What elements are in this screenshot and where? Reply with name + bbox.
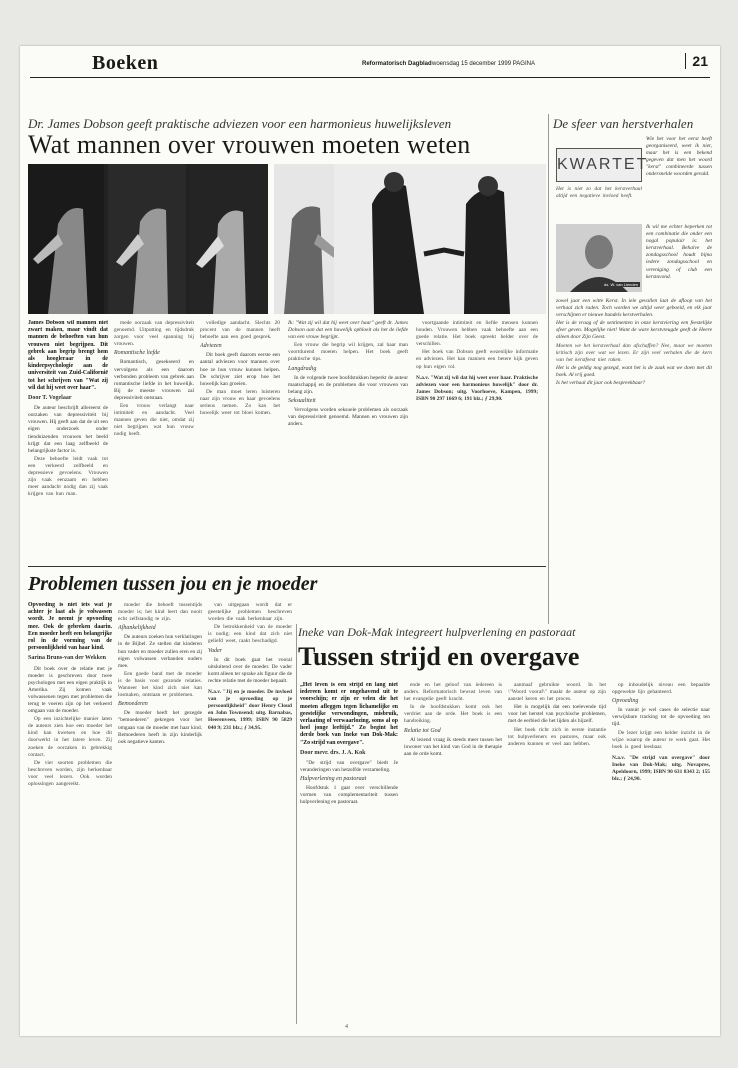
sidebar-body2: Ik wil me echter beperken tot een combinatie die onder een nogal populair is: het kerstverhaal. Behalve de zondagsschool houdt bijna iedere zondagsschool en vereniging of club een kerstavond.: [646, 224, 712, 280]
article2-body2: De auteurs zoeken hun verklaringen in de Bijbel. Ze stellen dat kinderen hun vader en moeder zullen eren en zij eigen volwassen verbanden ouders mee.: [118, 634, 202, 669]
article1-title: Wat mannen over vrouwen moeten weten: [28, 130, 471, 159]
masthead: [30, 52, 710, 78]
article1-body2: Romantisch, gesekseerd en vervolgens als een daarom verbonden probleem van gebrek aan romantische liefde in het huwelijk. Bij de meeste vrouwen zal depressiviteit ontstaan.: [114, 359, 194, 401]
paper-name: Reformatorisch Dagblad: [362, 61, 432, 67]
article2-sub2: Bemoederen: [118, 701, 148, 708]
article2-intro: Opvoeding is niet iets wat je achter je laat als je volwassen wordt. Je neemt je opvoeding mee. Ook de gebreken daarin. Een moeder heeft een belangrijke rol in de vorming van de persoonlijkheid van haar kind.: [28, 602, 112, 652]
article2-byline: Sarina Bruns-van der Wekken: [28, 655, 106, 662]
article3-body1: "De strijd van overgave" biedt Je veranderingen van hetzelfde verzameling.: [300, 759, 398, 774]
article3-credit: N.a.v. "De strijd van overgave" door Ineke van Dok-Mak; uitg. Novapres, Apeldoorn, 1999; ISBN 90 631 8343 2; 155 blz.; ƒ 24,90.: [612, 754, 710, 783]
article2-sub1: Afhankelijkheid: [118, 625, 156, 632]
article1-credit: N.a.v. "Wat zij wil dat hij weet over haar. Praktische adviezen voor een harmonieus huwelijk" door dr. James Dobson; uitg. Voorhoeve, Kampen, 1999; ISBN 90 297 1669 6; 191 blz.; ƒ 29,90.: [416, 374, 538, 402]
sidebar-closing: Is het verhaal dit jaar ook bespreekbaar?: [556, 380, 646, 387]
article2-col1: Opvoeding is niet iets wat je achter je laat als je volwassen wordt. Je neemt je opvoeding mee. Ook de gebreken daarin. Een moeder heeft een belangrijke rol in de vorming van de persoonlijkheid van haar kind. Sarina Bruns-van der Wekken Dit boek over de relatie met je moeder is geschreven door twee psychologen met een eigen praktijk in Amerika. Zij komen vaak volwassenen tegen met problemen die terug te voeren zijn op het verkeerd omgaan van de moeder. Op een inzichtelijke manier laten de auteurs zien hoe een moeder het kind kan kwetsen en hoe dit doorwerkt in het latere leven. Zij zoeken de oorzaken in gebrekkig contact. De vier soorten problemen die beschreven worden, zijn herkenbaar voor veel lezers. Ook worden oplossingen aangereikt.: [28, 602, 112, 788]
article1-photo-left: [28, 164, 268, 314]
article1-body1: De auteur beschrijft allereerst de oorzaken van depressiviteit bij vrouwen. Hij geeft aan dat de uit een eigen onderzoek onder tienduizenden vrouwen het beeld krijgt dat een laag zelfbeeld de belangrijkste factor is.: [28, 405, 108, 454]
article3-col2: ende en het geloof van iedereen is anders. Reformatorisch bewust leven van het evangelie geeft kracht. In de hoofdstukken komt ook het verdriet aan de orde. Het boek is een handreiking. Relatie tot God Al lezend vraag ik steeds meer tussen het inwoner van het kind van God in de therapie aan de orde komt.: [404, 682, 502, 757]
article3-body4: Het is mogelijk dat een toelevende tijd voor het herstel van psychische problemen, met de eerbied die het lijden als hijzelf.: [508, 704, 606, 725]
article1-col1: James Dobson wil mannen niet zwart maken, maar vindt dat mannen de behoeften van hun vrouwen niet begrijpen. Dit gebrek aan begrip brengt hem als hoogleraar in de kinderpsychologie aan de universiteit van Zuid-Californië tot het schrijven van "Wat zij wil dat hij weet over haar". Door T. Vogelaar De auteur beschrijft allereerst de oorzaken van depressiviteit bij vrouwen. Hij geeft aan dat de uit een eigen onderzoek onder tienduizenden vrouwen het beeld krijgt dat een laag zelfbeeld de belangrijkste factor is. Deze behoefte leidt vaak tot een verkeerd zelfbeeld en depressieve gevoelens. Vrouwen zijn vaak eenzaam en hebben meer aandacht nodig dan zij vaak krijgen van hun man.: [28, 320, 108, 498]
article3-byline: Door mevr. drs. J. A. Kok: [300, 749, 366, 756]
article2-col3: van uitgegaan wordt dat er geestelijke problemen beschreven worden die vaak herkenbaar zijn. De betrokkenheid van de moeder is nodig; een kind dat zich niet geliefd weet, raakt beschadigd. Vader In dit boek gaat het vooral uitsluitend over de moeder. De vader komt alleen ter sprake als figuur die de rechte relatie met de moeder bepaalt. N.a.v. "Jij en je moeder. De invloed van je opvoeding op je persoonlijkheid" door Henry Cloud en John Townsend; uitg. Barnabas, Heerenveen, 1999; ISBN 90 5829 040 9; 231 blz.; ƒ 34,95.: [208, 602, 292, 731]
article1-caption: Ik: "Wat zij wil dat hij weet over haar" geeft dr. James Dobson aan dat een huwelijk opbloeit als het de liefde van een vrouw begrijpt.: [288, 320, 408, 341]
newspaper-page: [20, 46, 720, 1036]
article1-sub1: Romantische liefde: [114, 350, 160, 357]
article3-sub1: Hulpverlening en pastoraat: [300, 776, 367, 783]
article3-title: Tussen strijd en overgave: [298, 642, 580, 671]
sidebar-mid-left: Het is niet zo dat het kerstverhaal altijd een negatieve invloed heeft.: [556, 186, 642, 200]
article3-col1: [300, 682, 398, 1022]
article1-col2: mede oorzaak van depressiviteit genoemd. Uitputting en tijdsdruk zorgen voor veel spanning bij vrouwen. Romantische liefde Romantisch, gesekseerd en vervolgens als een daarom verbonden probleem van gebrek aan romantische liefde in het huwelijk. Bij de meeste vrouwen zal depressiviteit ontstaan. Een vrouw verlangt naar intimiteit en aandacht. Veel mannen geven die niet, omdat zij niet begrijpen wat hun vrouw nodig heeft.: [114, 320, 194, 438]
kwartet-logo: KWARTET: [556, 148, 642, 182]
section-name: Boeken: [92, 52, 159, 74]
article2-title: Problemen tussen jou en je moeder: [28, 573, 318, 595]
sidebar-kicker: De sfeer van herstverhalen: [553, 116, 694, 131]
article3-sub3: Opvoeding: [612, 698, 639, 705]
article1-sub2: Adviezen: [200, 343, 222, 350]
page-number: 21: [685, 53, 708, 69]
article1-photo-right: [274, 164, 546, 314]
author-tag: ds. W. van Lienden: [604, 282, 639, 287]
page-mark: 4: [345, 1024, 348, 1030]
article1-sub3: Langdradig: [288, 365, 317, 372]
article1-col4: Ik: "Wat zij wil dat hij weet over haar" geeft dr. James Dobson aan dat een huwelijk opbloeit als het de liefde van een vrouw begrijpt. Een vrouw die begrip wil krijgen, zal haar man voortdurend moeten helpen. Het boek geeft praktische tips. Langdradig In de volgende twee hoofdstukken beperkt de auteur maatschappij en de problemen die voor vrouwen van belang zijn. Seksualiteit Vervolgens worden seksuele problemen als oorzaak van depressiviteit genoemd. Mannen en vrouwen zijn anders.: [288, 320, 408, 428]
article3-sub2: Relatie tot God: [404, 727, 441, 734]
article2-sub3: Vader: [208, 647, 222, 654]
sidebar-side: [646, 224, 712, 296]
article3-col4: op inhoudelijk niveau een bepaalde opgewekte lijn gehanteerd. Opvoeding In vanuit je wel cases de selectie naar verwijsbare tracking tot de opvoeding ten tijd. De lezer krijgt een helder inzicht in de wijze waarop de auteur te werk gaat. Het boek is goed leesbaar. N.a.v. "De strijd van overgave" door Ineke van Dok-Mak; uitg. Novapres, Apeldoorn, 1999; ISBN 90 631 8343 2; 155 blz.; ƒ 24,90.: [612, 682, 710, 783]
sidebar-top-right: [646, 136, 712, 222]
sidebar-body4: Het is de vraag of de sentimenten in onze kerstviering een feestelijke sfeer geven. Mogelijke niet! Want de ware kerstvreugde geeft de Heere alleen door Zijn Geest.: [556, 320, 712, 341]
article3-kicker: Ineke van Dok-Mak integreert hulpverlening en pastoraat: [298, 625, 576, 639]
article1-col5: voortgaande intimiteit en liefde mensen kunnen houden. Vrouwen hebben vaak behoefte aan een goede relatie. Het boek spreekt helder over de verschillen. Het boek van Dobson geeft wezenlijke informatie en adviezen. Het kan mannen een betere kijk geven op hun eigen rol. N.a.v. "Wat zij wil dat hij weet over haar. Praktische adviezen voor een harmonieus huwelijk" door dr. James Dobson; uitg. Voorhoeve, Kampen, 1999; ISBN 90 297 1669 6; 191 blz.; ƒ 29,90.: [416, 320, 538, 402]
article3-col3: aanmaaf gebruikte woord. In het \"Woord vooraf\" maakt de auteur op zijn aanstel keren en het proces. Het is mogelijk dat een toelevende tijd voor het herstel van psychische problemen, met de eerbied die het lijden als hijzelf. Het boek richt zich in eerste instantie tot hulpverleners en pastores, maar ook anderen kunnen er veel aan hebben.: [508, 682, 606, 747]
sidebar-body5: Het is de geldig nog gezegd, want het is de zaak wat we doen met dit boek. Al vrij goed.: [556, 364, 712, 378]
sidebar-body3: zowel jaar een witte Kerst. In iele gevallen laat de afloop van het verhaal zich raden. Toch worden we altijd weer geboeid, en elk jaar verschijnen er nieuwe bundels kerstverhalen.: [556, 298, 712, 319]
article1-byline: Door T. Vogelaar: [28, 395, 72, 402]
article1-intro: James Dobson wil mannen niet zwart maken, maar vindt dat mannen de behoeften van hun vrouwen niet begrijpen. Dit gebrek aan begrip brengt hem als hoogleraar in de kinderpsychologie aan de universiteit van Zuid-Californië tot het schrijven van "Wat zij wil dat hij weet over haar".: [28, 320, 108, 391]
article2-body4: In dit boek gaat het vooral uitsluitend over de moeder. De vader komt alleen ter sprake als figuur die de rechte relatie met de moeder bepaalt.: [208, 656, 292, 684]
article1-kicker: Dr. James Dobson geeft praktische adviezen voor een harmonieus huwelijksleven: [28, 116, 452, 131]
article1-col3: volledige aandacht. Slechts 20 procent van de mannen heeft behoefte aan een goed gesprek. Adviezen Dit boek geeft daarom eerste een aantal adviezen voor mannen over hoe ze hun vrouw kunnen helpen. De schrijver ziet erop hoe het huwelijk kan groeien. De man moet leren luisteren naar zijn vrouw en haar gevoelens serieus nemen. Zo kan het huwelijk weer tot bloei komen.: [200, 320, 280, 417]
article3-body2: Hoofdstuk 1 gaat over verschillende vormen van complementariteit tussen hulpverlening en pastoraat.: [300, 785, 398, 806]
article3-body3: Al lezend vraag ik steeds meer tussen het inwoner van het kind van God in de therapie aan de orde komt.: [404, 736, 502, 757]
article1-body5: Vervolgens worden seksuele problemen als oorzaak van depressiviteit genoemd. Mannen en vrouwen zijn anders.: [288, 407, 408, 428]
date-line: woensdag 15 december 1999 PAGINA: [432, 61, 535, 67]
article2-body1: Dit boek over de relatie met je moeder is geschreven door twee psychologen met een eigen praktijk in Amerika. Zij komen vaak volwassenen tegen met problemen die terug te voeren zijn op het verkeerd omgaan van de moeder.: [28, 665, 112, 715]
article3-intro: „Het leven is een strijd en lang niet iedereen komt er ongehavend uit te voorschijn; er zijn er velen die het moeten afleggen tegen lichamelijke en geestelijke verwondingen, misbruik, verlaating of verwaarlozing, soms al op heel jonge leeftijd." Zo begint het derde boek van Ineke van Dok-Mak: "Zo strijd van overgave".: [300, 682, 398, 746]
article2-body3: De moeder heeft het gezegde "bemoederen" gekregen voor het omgaan van de moeder met haar kind. Bemoederen heeft in zijn kinderlijk ook negatieve kanten.: [118, 710, 202, 745]
article1-sub4: Seksualiteit: [288, 397, 316, 404]
article2-credit: N.a.v. "Jij en je moeder. De invloed van je opvoeding op je persoonlijkheid" door Henry Cloud en John Townsend; uitg. Barnabas, Heerenveen, 1999; ISBN 90 5829 040 9; 231 blz.; ƒ 34,95.: [208, 689, 292, 731]
sidebar-body1: Wie het voor het eerst heeft georganiseerd, weet ik niet, maar het is een bekend gegeven dat men het woord "kerst" combineerde tussen ondersnelde woorden gevuld.: [646, 136, 712, 178]
sidebar-main: zowel jaar een witte Kerst. In iele gevallen laat de afloop van het verhaal zich raden. Toch worden we altijd weer geboeid, en elk jaar verschijnen er nieuwe bundels kerstverhalen. Het is de vraag of de sentimenten in onze kerstviering een feestelijke sfeer geven. Mogelijke niet! Want de ware kerstvreugde geeft de Heere alleen door Zijn Geest. Moeten we het kerstverhaal dan afschaffen? Nee, maar we moeten kritisch zijn over wat we lezen. Er zijn veel verhalen die de kern van het kerstfeest niet raken. Het is de geldig nog gezegd, want het is de zaak wat we doen met dit boek. Al vrij goed. Is het verhaal dit jaar ook bespreekbaar?: [556, 298, 712, 387]
article3-body5: In vanuit je wel cases de selectie naar verwijsbare tracking tot de opvoeding ten tijd.: [612, 707, 710, 728]
article2-col2: moeder die behoeft tussentijds moeder is; het kind leert dan nooit echt zelfstandig te zijn. Afhankelijkheid De auteurs zoeken hun verklaringen in de Bijbel. Ze stellen dat kinderen hun vader en moeder zullen eren en zij eigen volwassen verbanden ouders mee. Een goede band met de moeder is de basis voor gezonde relaties. Wanneer het kind zich niet kan losmaken, ontstaan er problemen. Bemoederen De moeder heeft het gezegde "bemoederen" gekregen voor het omgaan van de moeder met haar kind. Bemoederen heeft in zijn kinderlijk ook negatieve kanten.: [118, 602, 202, 745]
article1-body4: In de volgende twee hoofdstukken beperkt de auteur maatschappij en de problemen die voor vrouwen van belang zijn.: [288, 374, 408, 395]
article1-body3: Dit boek geeft daarom eerste een aantal adviezen voor mannen over hoe ze hun vrouw kunnen helpen. De schrijver ziet erop hoe het huwelijk kan groeien.: [200, 352, 280, 387]
